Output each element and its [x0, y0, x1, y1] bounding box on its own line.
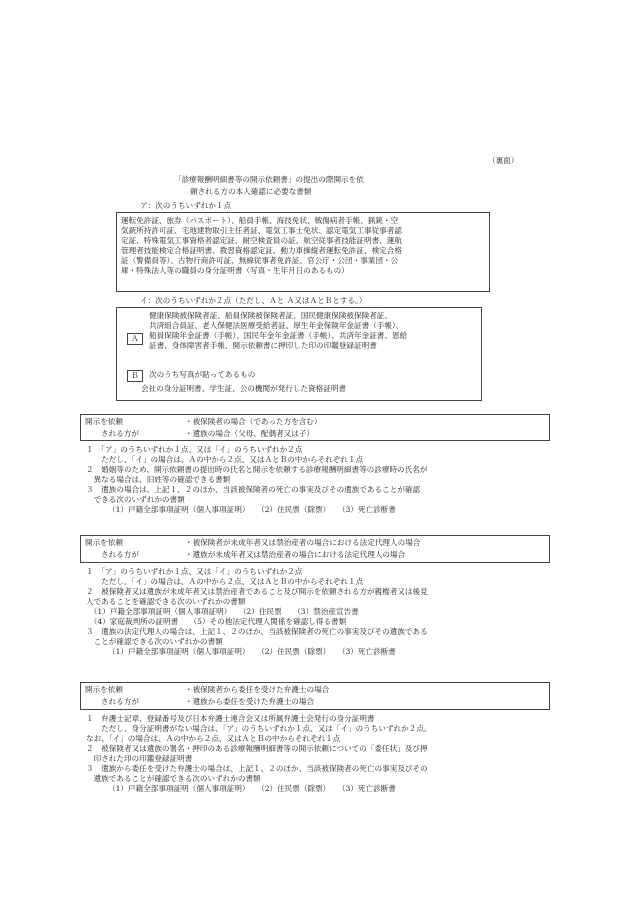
section-a-line: 庫・特殊法人等の職員の身分証明書（写真・生年月日のあるもの）	[121, 266, 349, 276]
case-1-item: できる次のいずれかの書類	[86, 495, 185, 505]
case-2-left-1: 開示を依頼	[85, 538, 123, 547]
case-1-items	[86, 445, 427, 515]
case-1-item: 異なる場合は、旧姓等の確認できる書類	[86, 475, 231, 485]
category-b-line-1: 次のうち写真が貼ってあるもの	[149, 370, 256, 379]
section-i-box	[116, 307, 482, 401]
case-3-item: 遺族であることが確認できる次のいずれかの書類	[86, 774, 261, 784]
case-2-item: （4）家庭裁判所の証明書 （5）その他法定代理人関係を確認し得る書類	[86, 617, 347, 627]
section-a-label: ア：次のうちいずれか１点	[140, 201, 232, 210]
page-side-label: （裏面）	[488, 156, 519, 165]
case-1-box	[80, 414, 550, 441]
case-2-item: １ 「ア」のうちいずれか１点、又は「イ」のうちいずれか２点	[86, 567, 303, 576]
category-b-line-2: 会社の身分証明書、学生証、公の機関が発行した資格証明書	[141, 384, 347, 393]
case-2-items	[86, 567, 428, 657]
case-3-item: ただし、身分証明書がない場合は、「ア」のうちいずれか１点、又は「イ」のうちいずれか２点。	[86, 724, 432, 734]
intro-title-line-2: 頼される方の本人確認に必要な書類	[190, 187, 312, 196]
case-1-item: ２ 婚姻等のため、開示依頼書の提出時の氏名と開示を依頼する診療報酬明細書等の診療時の氏名が	[86, 465, 428, 475]
case-1-left-2: される方が	[101, 429, 139, 438]
case-3-item: なお、「イ」の場合は、Ａの中から２点、又はＡとＢの中からそれぞれ１点	[86, 734, 341, 744]
case-3-left-2: される方が	[101, 697, 139, 706]
category-a-tag: Ａ	[127, 333, 143, 345]
case-3-right-1: ・被保険者から委任を受けた弁護士の場合	[185, 685, 330, 694]
case-3-items	[86, 714, 432, 794]
case-2-item: ３ 遺族の法定代理人の場合は、上記１、２のほか、当該被保険者の死亡の事実及びその遺族である	[86, 627, 428, 637]
category-a-line: 船員保険年金証書（手帳）、国民年金年金証書（手帳）、共済年金証書、恩給	[149, 331, 408, 341]
section-a-line: 管理者技能検定合格証明書、教習資格認定証、動力車操縦者運転免許証、検定合格	[121, 246, 402, 256]
category-a-list	[149, 311, 407, 351]
section-a-line: 証（警備員等）、古物行商許可証、無線従事者免許証、官公庁・公団・事業団・公	[121, 256, 399, 266]
case-1-item: ただし、「イ」の場合は、Ａの中から２点、又はＡとＢの中からそれぞれ１点	[86, 455, 364, 465]
intro-title-line-1: 「診療報酬明細書等の開示依頼書」の提出の際開示を依	[174, 175, 364, 184]
case-2-item: （1）戸籍全部事項証明（個人事項証明） （2）住民票 （3）禁治産宣告書	[86, 607, 359, 617]
category-a-line: 健康保険被保険者証、船員保険被保険者証、国民健康保険被保険者証、	[149, 311, 392, 320]
case-1-right-2: ・遺族の場合（父母、配偶者又は子）	[185, 429, 315, 438]
case-3-item: １ 弁護士記章、登録番号及び日本弁護士連合会又は所属弁護士会発行の身分証明書	[86, 714, 375, 723]
case-3-left-1: 開示を依頼	[85, 685, 123, 694]
case-1-item: １ 「ア」のうちいずれか１点、又は「イ」のうちいずれか２点	[86, 445, 303, 454]
case-2-item: ２ 被保険者又は遺族が未成年者又は禁治産者であること及び開示を依頼される方が親権者又は後見	[86, 587, 428, 597]
case-1-docs: （1）戸籍全部事項証明（個人事項証明） （2）住民票（除票） （3）死亡診断書	[108, 505, 396, 515]
case-2-box	[80, 535, 550, 563]
section-i-label: イ：次のうちいずれか２点（ただし、Ａと Ａ又はＡとＢとする。）	[140, 296, 367, 305]
case-1-item: ３ 遺族の場合は、上記１、２のほか、当該被保険者の死亡の事実及びその遺族であることが確認	[86, 485, 421, 495]
category-a-line: 共済組合員証、老人保健法医療受給者証、厚生年金保険年金証書（手帳）、	[149, 321, 404, 331]
section-a-line: 運転免許証、旅券（パスポート）、船員手帳、海技免状、戦傷病者手帳、猟銃・空	[121, 216, 399, 225]
case-1-right-1: ・被保険者の場合（であった方を含む）	[185, 417, 322, 426]
category-b-tag: Ｂ	[127, 370, 143, 382]
case-2-right-2: ・遺族が未成年者又は禁治産者の場合における法定代理人の場合	[185, 550, 406, 559]
case-2-item: 人であることを確認できる次のいずれかの書類	[86, 597, 246, 607]
case-3-item: ２ 被保険者又は遺族の署名・押印のある診療報酬明細書等の開示依頼についての「委任状」及び押	[86, 744, 428, 754]
section-a-line: 定証、特殊電気工事資格者認定証、耐空検査員の証、航空従事者技能証明書、運航	[121, 236, 402, 246]
case-2-left-2: される方が	[101, 550, 139, 559]
case-3-box	[80, 682, 550, 710]
case-3-item: ３ 遺族から委任を受けた弁護士の場合は、上記１、２のほか、当該被保険者の死亡の事実及びその	[86, 764, 428, 774]
category-a-line: 証書、身体障害者手帳、開示依頼書に押印した印の印鑑登録証明書	[149, 341, 377, 351]
section-a-line: 気銃所持許可証、宅地建物取引主任者証、電気工事士免状、認定電気工事従事者認	[121, 226, 402, 236]
case-2-item: ただし、「イ」の場合は、Ａの中から２点、又はＡとＢの中からそれぞれ１点	[86, 577, 364, 587]
case-2-item: ことが確認できる次のいずれかの書類	[86, 637, 223, 647]
case-1-left-1: 開示を依頼	[85, 417, 123, 426]
case-3-docs: （1）戸籍全部事項証明（個人事項証明） （2）住民票（除票） （3）死亡診断書	[108, 784, 396, 794]
case-3-item: 印された印の印鑑登録証明書	[86, 754, 193, 764]
case-2-docs: （1）戸籍全部事項証明（個人事項証明） （2）住民票（除票） （3）死亡診断書	[108, 647, 396, 657]
section-a-box	[116, 212, 490, 292]
case-3-right-2: ・遺族から委任を受けた弁護士の場合	[185, 697, 315, 706]
case-2-right-1: ・被保険者が未成年者又は禁治産者の場合における法定代理人の場合	[185, 538, 421, 547]
